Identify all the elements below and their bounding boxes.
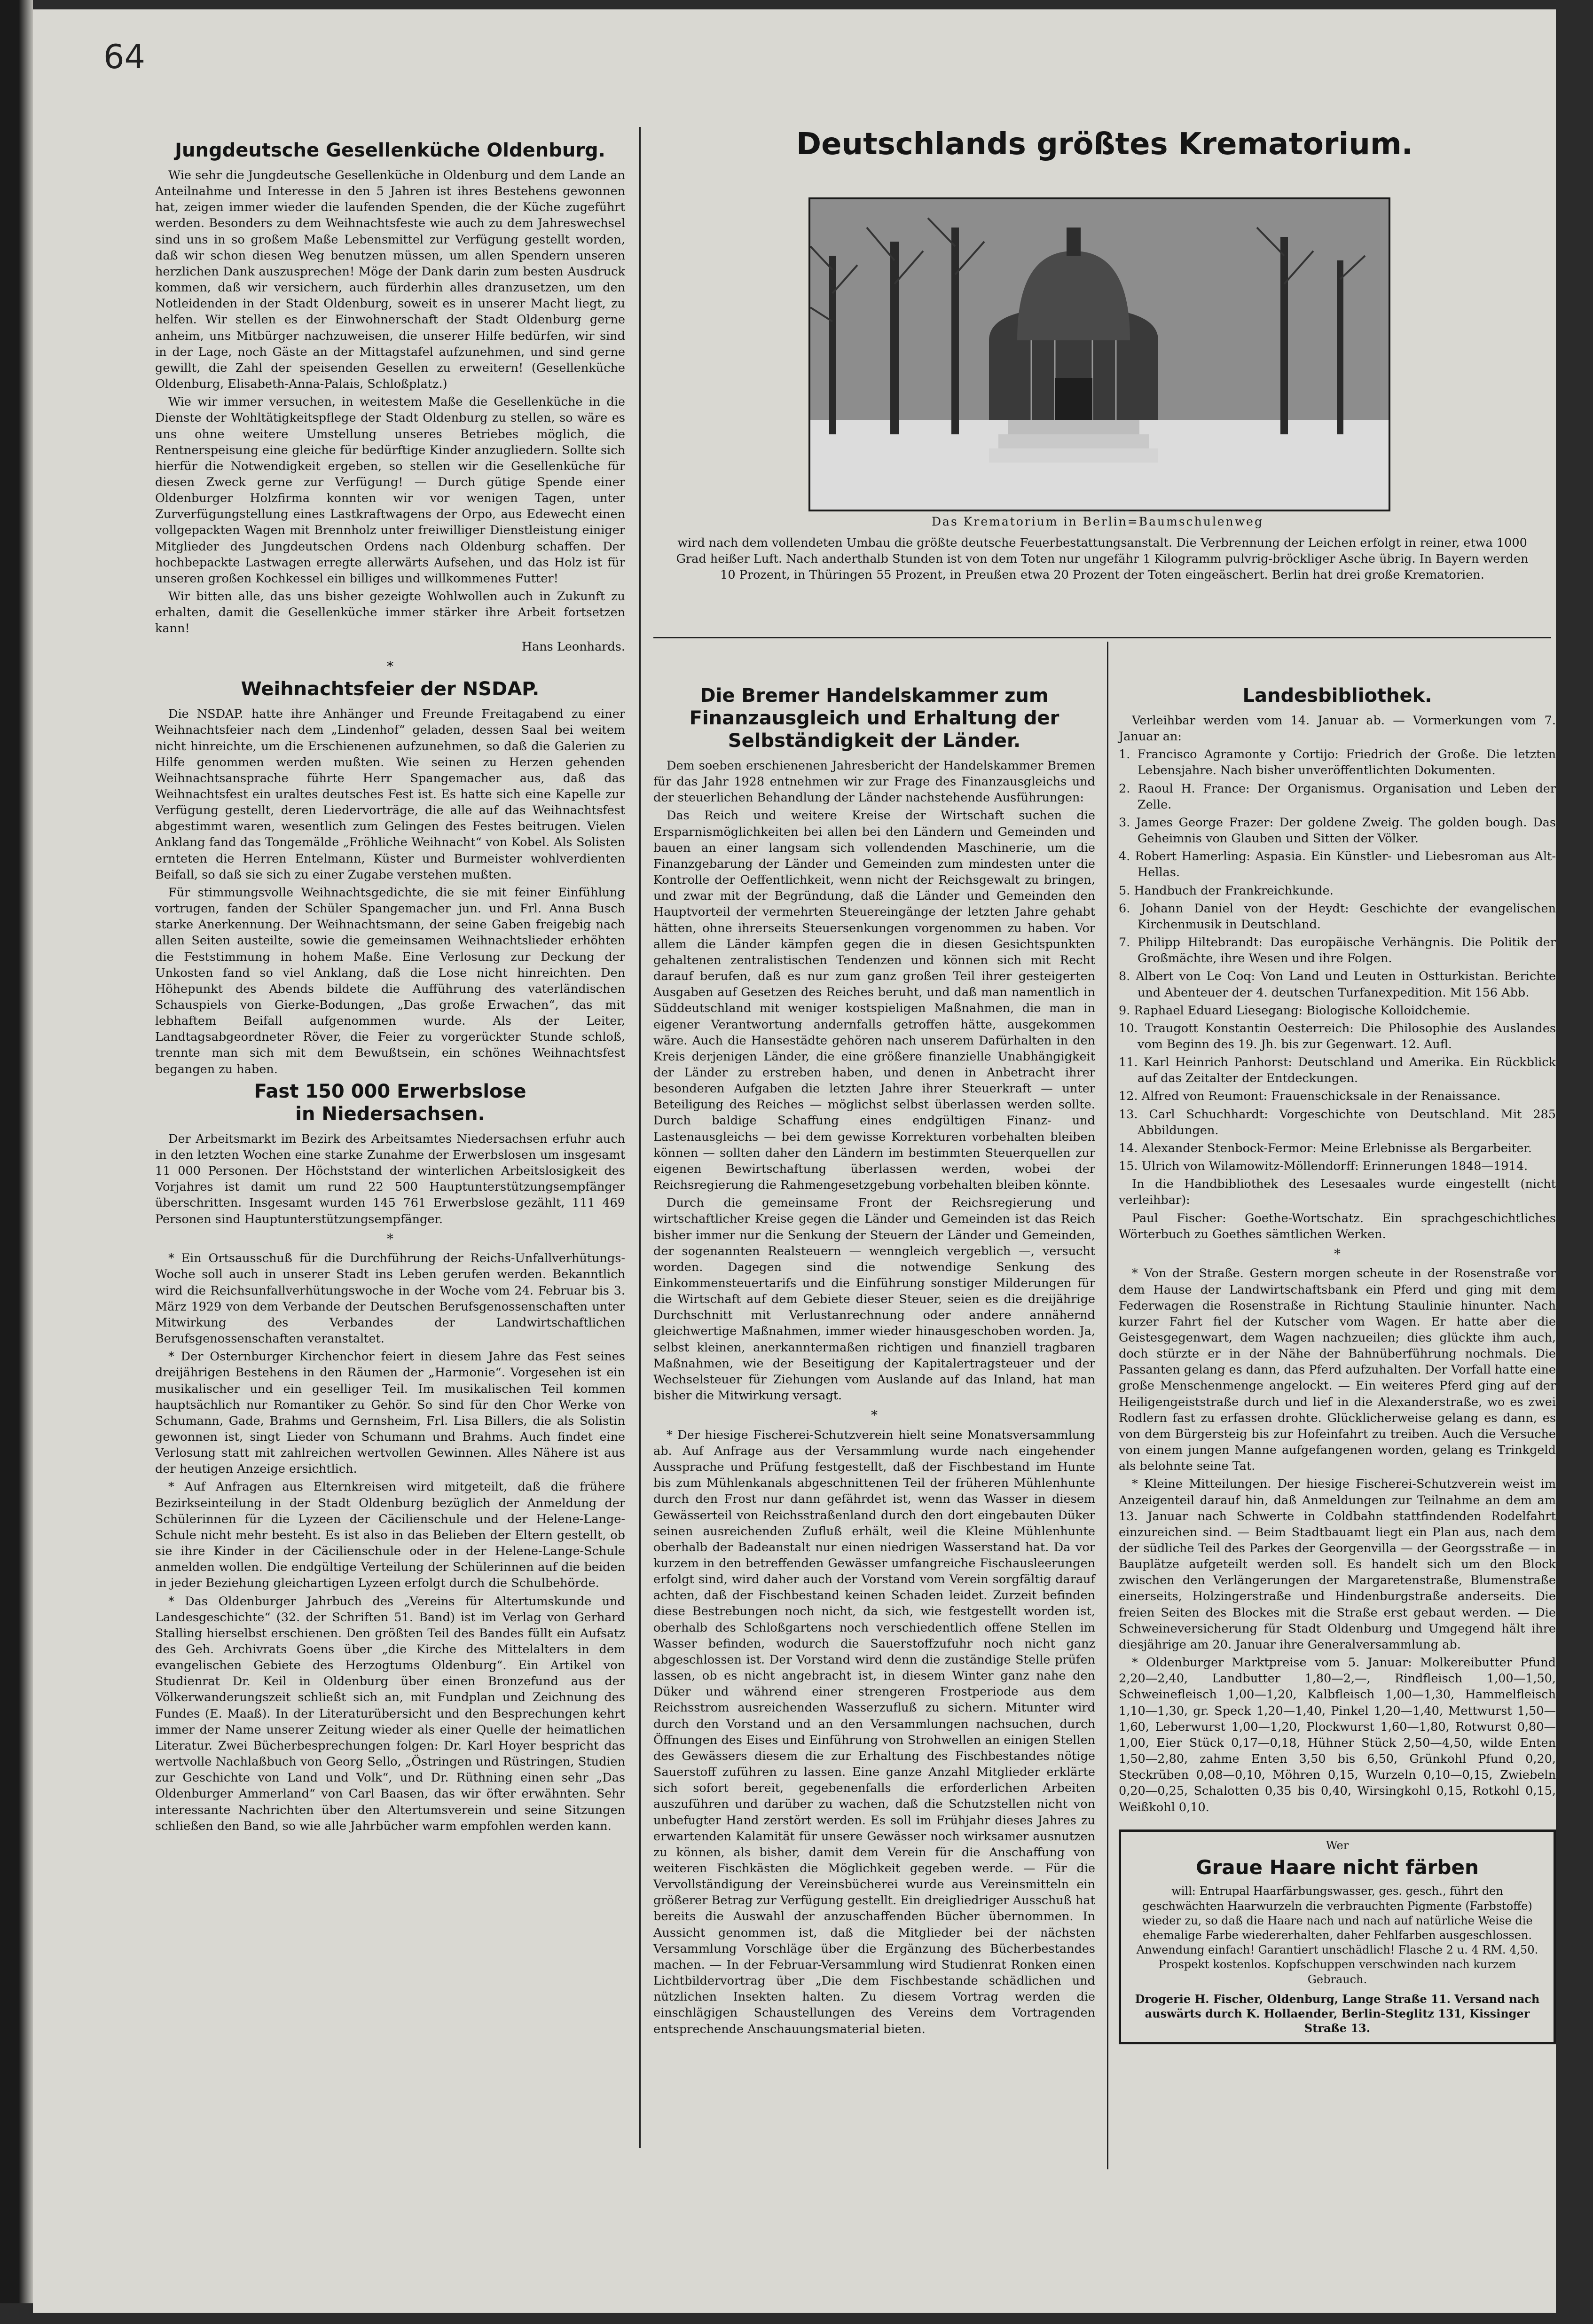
article-title-landesbibliothek: Landesbibliothek.	[1242, 685, 1432, 707]
separator-star: *	[387, 1231, 393, 1247]
list-item: 13. Carl Schuchhardt: Vorgeschichte von Deutschland. Mit 285 Abbildungen.	[1119, 1107, 1556, 1138]
list-item: 6. Johann Daniel von der Heydt: Geschichte der evangelischen Kirchenmusik in Deutschland.	[1119, 901, 1556, 932]
article-paragraph: Die NSDAP. hatte ihre Anhänger und Freunde Freitagabend zu einer Weihnachtsfeier nach dem „Lindenhof“ geladen, dessen Saal bei weitem nicht hinreichte, um die Erschienenen aufzunehmen, so daß die Galerien zu Hilfe genommen werden mußten. Wie seinen zu Herzen gehenden Weihnachtsansprache führte Herr Spangemacher aus, daß das Weihnachtsfest ein uraltes deutsches Fest ist. Es hatte sich eine Kapelle zur Verfügung gestellt, deren Liedervorträge, die alle auf das Weihnachtsfest abgestimmt waren, wesentlich zum Gelingen des Festes beitrugen. Vielen Anklang fand das Tongemälde „Fröhliche Weihnacht“ von Kobel. Als Solisten ernteten die Herren Entelmann, Küster und Burmeister wohlverdienten Beifall, so daß sie sich zu einer Zugabe verstehen mußten.	[155, 707, 625, 882]
library-intro: Verleihbar werden vom 14. Januar ab. — Vormerkungen vom 7. Januar an:	[1119, 714, 1556, 744]
newspaper-page	[33, 9, 1556, 2313]
article-paragraph: Wie sehr die Jungdeutsche Gesellenküche in Oldenburg und dem Lande an Anteilnahme und Interesse in den 5 Jahren ist ihres Bestehens gewonnen hat, zeigen immer wieder die laufenden Spenden, die der Küche zugeführt werden. Besonders zu dem Weihnachtsfeste wie auch zu dem Jahreswechsel sind uns in so großem Maße Lebensmittel zur Verfügung gestellt worden, daß wir schon diesen Weg benutzen müssen, um allen Spendern unseren herzlichen Dank auszusprechen! Möge der Dank darin zum besten Ausdruck kommen, daß wir versichern, auch fürderhin alles dranzusetzen, um den Notleidenden in der Stadt Oldenburg, soweit es in unserer Macht liegt, zu helfen. Wir stellen es der Einwohnerschaft der Stadt Oldenburg gerne anheim, uns Mitbürger nachzuweisen, die unserer Hilfe bedürfen, wir sind in der Lage, noch Gäste an der Mittagstafel aufzunehmen, und sind gerne gewillt, die Zahl der speisenden Gesellen zu erweitern! (Gesellenküche Oldenburg, Elisabeth-Anna-Palais, Schloßplatz.)	[155, 168, 625, 392]
library-book-list	[1119, 746, 1556, 1174]
crematorium-photo	[808, 197, 1390, 511]
separator-star: *	[871, 1407, 878, 1423]
article-title-handelskammer: Die Bremer Handelskammer zum Finanzausgleich und Erhaltung der Selbständigkeit der Länder.	[689, 685, 1059, 752]
headline-line-2: in Niedersachsen.	[295, 1103, 485, 1125]
article-paragraph: Für stimmungsvolle Weihnachtsgedichte, die sie mit feiner Einfühlung vortrugen, fanden der Schüler Spangemacher jun. und Frl. Anna Busch starke Anerkennung. Der Weihnachtsmann, der seine Gaben freigebig nach allen Seiten austeilte, sowie die gemeinsamen Weihnachtslieder erhöhten die Feststimmung in hohem Maße. Eine Verlosung zur Deckung der Unkosten fand so viel Anklang, daß die Lose nicht hinreichten. Den Höhepunkt des Abends bildete die Aufführung des vaterländischen Schauspiels von Gierke-Bodungen, „Das große Erwachen“, das mit lebhaftem Beifall aufgenommen wurde. Als der Leiter, Landtagsabgeordneter Röver, die Feier zu vorgerückter Stunde schloß, trennte man sich mit dem Bewußtsein, ein schönes Weihnachtsfest begangen zu haben.	[155, 885, 625, 1076]
article-paragraph: * Ein Ortsausschuß für die Durchführung der Reichs-Unfallverhütungs-Woche soll auch in unserer Stadt ins Leben gerufen werden. Bekanntlich wird die Reichsunfallverhütungswoche in der Woche vom 24. Februar bis 3. März 1929 von dem Verbande der Deutschen Berufsgenossenschaften unter Mitwirkung des Verbandes der Landwirtschaftlichen Berufsgenossenschaften veranstaltet.	[155, 1251, 625, 1346]
photo-lead-text: wird nach dem vollendeten Umbau die größte deutsche Feuerbestattungsanstalt. Die Verbrennung der Leichen erfolgt in reiner, etwa 1000 Grad heißer Luft. Nach anderthalb Stunden ist von dem Toten nur ungefähr 1 Kilogramm pulvrig-bröckliger Asche übrig. In Bayern werden 10 Prozent, in Thüringen 55 Prozent, in Preußen etwa 20 Prozent der Toten eingeäschert. Berlin hat drei große Krematorien.	[676, 536, 1529, 582]
headline-line-1: Fast 150 000 Erwerbslose	[254, 1080, 526, 1102]
list-item: 10. Traugott Konstantin Oesterreich: Die Philosophie des Auslandes vom Beginn des 19. Jh. bis zur Gegenwart. 12. Aufl.	[1119, 1021, 1556, 1052]
article-title-nsdap: Weihnachtsfeier der NSDAP.	[241, 678, 540, 700]
crematorium-illustration	[810, 199, 1389, 510]
list-item: 4. Robert Hamerling: Aspasia. Ein Künstler- und Liebesroman aus Alt-Hellas.	[1119, 849, 1556, 880]
separator-star: *	[1334, 1246, 1341, 1262]
ad-top-word: Wer	[1326, 1838, 1349, 1852]
divider-top	[653, 637, 1551, 638]
library-note-entry: Paul Fischer: Goethe-Wortschatz. Ein sprachgeschichtliches Wörterbuch zu Goethes sämtlichen Werken.	[1119, 1211, 1556, 1241]
article-paragraph: * Der hiesige Fischerei-Schutzverein hielt seine Monatsversammlung ab. Auf Anfrage aus der Versammlung wurde nach eingehender Aussprache und Prüfung festgestellt, daß der Fischbestand im Hunte bis zum Mühlenkanals abgeschnittenen Teil der früheren Mühlenhunte durch den Frost nur dann gefährdet ist, wenn das Wasser in diesem Gewässerteil von Reichsstraßenland durch den dort eingebauten Düker seinen ausreichenden Zufluß erhält, weil die Kleine Mühlenhunte oberhalb der Badeanstalt nur einen niedrigen Wasserstand hat. Da vor kurzem in den betreffenden Gewässer umfangreiche Fischausleerungen erfolgt sind, wird daher auch der Vorstand vom Verein sorgfältig darauf achten, daß der Fischbestand keinen Schaden leidet. Zurzeit befinden diese Bestrebungen noch nicht, da sich, wie festgestellt worden ist, oberhalb des Schloßgartens noch verschiedentlich offene Stellen im Wasser befinden, wodurch die Sauerstoffzufuhr noch nicht ganz abgeschlossen ist. Der Vorstand wird denn die zuständige Stelle prüfen lassen, ob es nicht angebracht ist, in diesem Winter ganz nahe den Düker und während einer strengeren Frostperiode aus dem Reichsstrom ausreichenden Wasserzufluß zu sichern. Mitunter wird durch den Vorstand und an den Versammlungen nachsuchen, durch Öffnungen des Eises und Einführung von Strohwellen an einigen Stellen des Gewässers diesem die zur Erhaltung des Fischbestandes nötige Sauerstoff zuführen zu lassen. Eine ganze Anzahl Mitglieder erklärte sich sofort bereit, gegebenenfalls die erforderlichen Arbeiten auszuführen und darüber zu wachen, daß die Schutzstellen nicht von unbefugter Hand zerstört werden. Es soll im Frühjahr dieses Jahres zu erwartenden Kalamität für unsere Gewässer noch wirksamer ausnutzen zu können, als bisher, damit dem Verein für die Anschaffung von weiteren Fischkästen die Möglichkeit gegeben werde. — Für die Vervollständigung der Vereinsbücherei wurde aus Vereinsmitteln ein größerer Betrag zur Verfügung gestellt. Ein dreigliedriger Ausschuß hat bereits die Auswahl der anzuschaffenden Bücher übernommen. In Aussicht genommen ist, daß die Mitglieder bei der nächsten Versammlung Vorschläge über die Ergänzung des Bücherbestandes machen. — In der Februar-Versammlung wird Studienrat Ronken einen Lichtbildervortrag über „Die dem Fischbestande schädlichen und nützlichen Insekten halten. Zu diesem Vortrag werden die einschlägigen Schaustellungen des Vereins dem Vortragenden entsprechende Anschauungsmaterial bieten.	[653, 1428, 1095, 2036]
photo-caption: Das Krematorium in Berlin=Baumschulenweg	[932, 515, 1263, 528]
article-title-gesellenkueche: Jungdeutsche Gesellenküche Oldenburg.	[175, 140, 605, 161]
market-prices: * Oldenburger Marktpreise vom 5. Januar: Molkereibutter Pfund 2,20—2,40, Landbutter 1,80—2,—, Rindfleisch 1,00—1,50, Schweinefleisch 1,00—1,20, Kalbfleisch 1,00—1,30, Hammelfleisch 1,10—1,30, gr. Speck 1,20—1,40, Pinkel 1,20—1,40, Mettwurst 1,50—1,60, Leberwurst 1,00—1,20, Plockwurst 1,60—1,80, Rotwurst 0,80—1,00, Eier Stück 0,17—0,18, Hühner Stück 2,50—4,50, wilde Enten 1,50—2,80, zahme Enten 3,50 bis 6,50, Grünkohl Pfund 0,20, Steckrüben 0,08—0,10, Möhren 0,15, Wurzeln 0,10—0,15, Zwiebeln 0,20—0,25, Schalotten 0,35 bis 0,40, Wirsingkohl 0,15, Rotkohl 0,15, Weißkohl 0,10.	[1119, 1656, 1556, 1814]
ad-body: will: Entrupal Haarfärbungswasser, ges. gesch., führt den geschwächten Haarwurzeln die verbrauchten Pigmente (Farbstoffe) wieder zu, so daß die Haare nach und nach auf natürliche Weise die ehemalige Farbe wiedererhalten, daher Fehlfarben ausgeschlossen. Anwendung einfach! Garantiert unschädlich! Flasche 2 u. 4 RM. 4,50. Prospekt kostenlos. Kopfschuppen verschwinden nach kurzem Gebrauch.	[1136, 1884, 1538, 1986]
article-paragraph: Wie wir immer versuchen, in weitestem Maße die Gesellenküche in die Dienste der Wohltätigkeitspflege der Stadt Oldenburg zu stellen, so wäre es uns ohne weitere Umstellung unseres Betriebes möglich, die Rentnerspeisung eine gleiche für bedürftige Kinder anzugliedern. Sollte sich hierfür die Notwendigkeit ergeben, so stellen wir die Gesellenküche für diesen Zweck gerne zur Verfügung! — Durch gütige Spende einer Oldenburger Holzfirma konnten wir vor wenigen Tagen, unter Zurverfügungstellung eines Lastkraftwagens der Orpo, aus Edewecht einen vollgepackten Wagen mit Brennholz unter freiwilliger Dienstleistung einiger Mitglieder des Jungdeutschen Ordens nach Oldenburg schaffen. Der hochbepackte Lastwagen erregte allerwärts Aufsehen, und das Holz ist für unseren großen Kochkessel ein billiges und willkommenes Futter!	[155, 395, 625, 586]
list-item: 12. Alfred von Reumont: Frauenschicksale in der Renaissance.	[1119, 1089, 1501, 1104]
column-rule-1	[639, 127, 641, 2148]
list-item: 8. Albert von Le Coq: Von Land und Leuten in Ostturkistan. Berichte und Abenteuer der 4. deutschen Turfanexpedition. Mit 156 Abb.	[1119, 969, 1556, 1000]
column-right	[1119, 682, 1556, 2044]
ad-footer: Drogerie H. Fischer, Oldenburg, Lange Straße 11. Versand nach auswärts durch K. Hollaender, Berlin-Steglitz 131, Kissinger Straße 13.	[1135, 1992, 1540, 2035]
list-item: 5. Handbuch der Frankreichkunde.	[1119, 883, 1334, 898]
article-paragraph: * Der Osternburger Kirchenchor feiert in diesem Jahre das Fest seines dreijährigen Bestehens in den Räumen der „Harmonie“. Vorgesehen ist ein musikalischer und ein geselliger Teil. Im musikalischen Teil kommen hauptsächlich nur Romantiker zu Gehör. So sind für den Chor Werke von Schumann, Gade, Brahms und Gernsheim, Frl. Lisa Billers, die als Solistin gewonnen ist, singt Lieder von Schumann und Brahms. Auch findet eine Verlosung statt mit zahlreichen wertvollen Gewinnen. Alles Nähere ist aus der heutigen Anzeige ersichtlich.	[155, 1350, 625, 1476]
list-item: 1. Francisco Agramonte y Cortijo: Friedrich der Große. Die letzten Lebensjahre. Nach bisher unveröffentlichten Dokumenten.	[1119, 747, 1556, 778]
page-number: 64	[103, 38, 146, 76]
article-paragraph: * Auf Anfragen aus Elternkreisen wird mitgeteilt, daß die frühere Bezirkseinteilung in der Stadt Oldenburg bezüglich der Anmeldung der Schülerinnen für die Lyzeen der Cäcilienschule und der Helene-Lange-Schule nicht mehr besteht. Es ist also in das Belieben der Eltern gestellt, ob sie ihre Kinder in der Cäcilienschule oder in der Helene-Lange-Schule anmelden wollen. Die endgültige Verteilung der Schülerinnen auf die beiden in jeder Beziehung gleichartigen Lyzeen erfolgt durch die Schulbehörde.	[155, 1480, 625, 1591]
list-item: 9. Raphael Eduard Liesegang: Biologische Kolloidchemie.	[1119, 1003, 1470, 1018]
article-signature: Hans Leonhards.	[521, 639, 625, 654]
article-paragraph: * Von der Straße. Gestern morgen scheute in der Rosenstraße vor dem Hause der Landwirtschaftsbank ein Pferd und ging mit dem Federwagen die Rosenstraße in Richtung Staulinie hinunter. Nach kurzer Fahrt fiel der Kutscher vom Wagen. Er hatte aber die Geistesgegenwart, dem Wagen nachzueilen; dies glückte ihm auch, doch stürzte er in der Nähe der Bahnüberführung nochmals. Die Passanten gelang es dann, das Pferd aufzuhalten. Der Vorfall hatte eine große Menschenmenge angelockt. — Ein weiteres Pferd ging auf der Heiligengeiststraße durch und lief in die Alexanderstraße, wo es zwei Rodlern fast zu erfassen drohte. Glücklicherweise gelang es dann, es von dem Bürgersteig bis zur Hofeinfahrt zu treiben. Auch die Versuche von einem jungen Manne aufgefangenen worden, gelang es Trinkgeld als belohnte seine Tat.	[1119, 1266, 1556, 1474]
ad-title: Graue Haare nicht färben	[1196, 1855, 1479, 1879]
article-paragraph: Das Reich und weitere Kreise der Wirtschaft suchen die Ersparnismöglichkeiten bei allen bei den Ländern und Gemeinden und bauen an einer langsam sich vollendenden Maschinerie, um die Finanzgebarung der Länder und Gemeinden zum mindesten unter die Kontrolle der Oeffentlichkeit, wenn nicht der Reichsgewalt zu bringen, und zwar mit der Begründung, daß die Länder und Gemeinden den Hauptvorteil der vermehrten Steuereingänge der letzten Jahre gehabt hätten, ohne ihrerseits Steuersenkungen vorgenommen zu haben. Vor allem die Länder kämpfen gegen die in diesen Gesichtspunkten gehaltenen zentralistischen Tendenzen und können sich mit Recht darauf berufen, daß es nur zum ganz großen Teil ihrer gesteigerten Ausgaben auf Gesetzen des Reiches beruht, und daß man namentlich in Süddeutschland mit weniger kostspieligen Maßnahmen, die man in eigener Verantwortung andernfalls getroffen hätte, ausgekommen wäre. Auch die Hansestädte gehören nach unserem Dafürhalten in den Kreis derjenigen Länder, die eine größere finanzielle Unabhängigkeit der Länder zu erstreben haben, und denen in Anbetracht ihrer besonderen Aufgaben die letzten Jahre ihrer Steuerkraft — unter Beteiligung des Reiches — möglichst selbst überlassen werden sollte. Durch baldige Schaffung eines endgültigen Finanz- und Lastenausgleichs — bei dem gewisse Korrekturen vorbehalten bleiben können — sollten daher den Ländern im bestimmten Steuerquellen zur eigenen Bewirtschaftung überlassen werden, wobei der Reichsregierung die Rahmengesetzgebung vorbehalten bleiben könnte.	[653, 809, 1095, 1193]
column-left	[155, 136, 625, 1836]
list-item: 3. James George Frazer: Der goldene Zweig. The golden bough. Das Geheimnis von Glauben und Sitten der Völker.	[1119, 815, 1556, 846]
library-note: In die Handbibliothek des Lesesaales wurde eingestellt (nicht verleihbar):	[1119, 1177, 1556, 1208]
article-title-erwerbslose	[155, 1080, 625, 1125]
article-paragraph: Der Arbeitsmarkt im Bezirk des Arbeitsamtes Niedersachsen erfuhr auch in den letzten Wochen eine starke Zunahme der Erwerbslosen um insgesamt 11 000 Personen. Der Höchststand der winterlichen Arbeitslosigkeit des Vorjahres ist damit um rund 22 500 Hauptunterstützungsempfänger überschritten. Insgesamt wurden 145 761 Erwerbslose gezählt, 111 469 Personen sind Hauptunterstützungsempfänger.	[155, 1131, 625, 1226]
article-paragraph: Dem soeben erschienenen Jahresbericht der Handelskammer Bremen für das Jahr 1928 entnehmen wir zur Frage des Finanzausgleichs und der steuerlichen Behandlung der Länder nachstehende Ausführungen:	[653, 759, 1095, 805]
article-paragraph: Wir bitten alle, das uns bisher gezeigte Wohlwollen auch in Zukunft zu erhalten, damit die Gesellenküche immer stärker ihre Arbeit fortsetzen kann!	[155, 589, 625, 636]
binding-edge	[0, 0, 33, 2303]
list-item: 14. Alexander Stenbock-Fermor: Meine Erlebnisse als Bergarbeiter.	[1119, 1141, 1532, 1155]
separator-star: *	[387, 658, 393, 674]
list-item: 15. Ulrich von Wilamowitz-Möllendorff: Erinnerungen 1848—1914.	[1119, 1159, 1528, 1174]
list-item: 2. Raoul H. France: Der Organismus. Organisation und Leben der Zelle.	[1119, 781, 1556, 812]
main-headline: Deutschlands größtes Krematorium.	[796, 127, 1413, 162]
list-item: 7. Philipp Hiltebrandt: Das europäische Verhängnis. Die Politik der Großmächte, ihre Wesen und ihre Folgen.	[1119, 935, 1556, 966]
advertisement-box	[1119, 1829, 1556, 2045]
column-middle	[653, 682, 1095, 2039]
article-paragraph: * Das Oldenburger Jahrbuch des „Vereins für Altertumskunde und Landesgeschichte“ (32. der Schriften 51. Band) ist im Verlag von Gerhard Stalling hierselbst erschienen. Den größten Teil des Bandes füllt ein Aufsatz des Geh. Archivrats Goens über „die Kirche des Mittelalters in dem evangelischen Gebiete des Herzogtums Oldenburg“. Ein Artikel von Studienrat Dr. Keil in Oldenburg über einen Bronzefund aus der Völkerwanderungszeit schließt sich an, mit Fundplan und Zeichnung des Fundes (E. Maaß). In der Literaturübersicht und den Besprechungen kehrt immer der Name unserer Zeitung wieder als einer Quelle der heimatlichen Literatur. Zwei Bücherbesprechungen folgen: Dr. Karl Hoyer bespricht das wertvolle Nachlaßbuch von Georg Sello, „Östringen und Rüstringen, Studien zur Geschichte von Land und Volk“, und Dr. Rüthning einen sehr „Das Oldenburger Ammerland“ von Carl Baasen, das wir öfter erwähnten. Sehr interessante Nachrichten über den Altertumsverein und seine Sitzungen schließen den Band, so wie alle Jahrbücher warm empfohlen werden kann.	[155, 1594, 625, 1833]
article-paragraph: * Kleine Mitteilungen. Der hiesige Fischerei-Schutzverein weist im Anzeigenteil darauf hin, daß Anmeldungen zur Teilnahme an dem am 13. Januar nach Schwerte in Coldbahn stattfindenden Rodelfahrt einzureichen sind. — Beim Stadtbauamt liegt ein Plan aus, nach dem der südliche Teil des Parkes der Georgenvilla — der Georgsstraße — in Bauplätze aufgeteilt werden soll. Es handelt sich um den Block zwischen den Verlängerungen der Margaretenstraße, Blumenstraße einerseits, Holzingerstraße und Hindenburgstraße anderseits. Die freien Seiten des Blockes mit die Straße erst gebaut werden. — Die Schweineversicherung für Stadt Oldenburg und Umgegend hält ihre diesjährige am 20. Januar ihre Generalversammlung ab.	[1119, 1477, 1556, 1652]
article-paragraph: Durch die gemeinsame Front der Reichsregierung und wirtschaftlicher Kreise gegen die Länder und Gemeinden ist das Reich bisher immer nur die Senkung der Steuern der Länder und Gemeinden, der sogenannten Realsteuern — wenngleich vergeblich —, versucht worden. Dagegen sind die notwendige Senkung des Einkommensteuertarifs und die Einführung sonstiger Milderungen für die Wirtschaft auf dem Gebiete dieser Steuer, seien es die dreijährige Durchschnitt mit Verlustanrechnung oder andere annähernd gleichwertige Maßnahmen, immer wieder hinausgeschoben worden. Ja, selbst kleinen, anerkanntermaßen richtigen und finanziell tragbaren Maßnahmen, wie der Beseitigung der Kapitalertragsteuer und der Wechselsteuer für Ziehungen vom Auslande auf das Inland, hat man bisher die Mitwirkung versagt.	[653, 1196, 1095, 1403]
column-rule-2	[1107, 642, 1108, 2169]
list-item: 11. Karl Heinrich Panhorst: Deutschland und Amerika. Ein Rückblick auf das Zeitalter der Entdeckungen.	[1119, 1055, 1556, 1086]
